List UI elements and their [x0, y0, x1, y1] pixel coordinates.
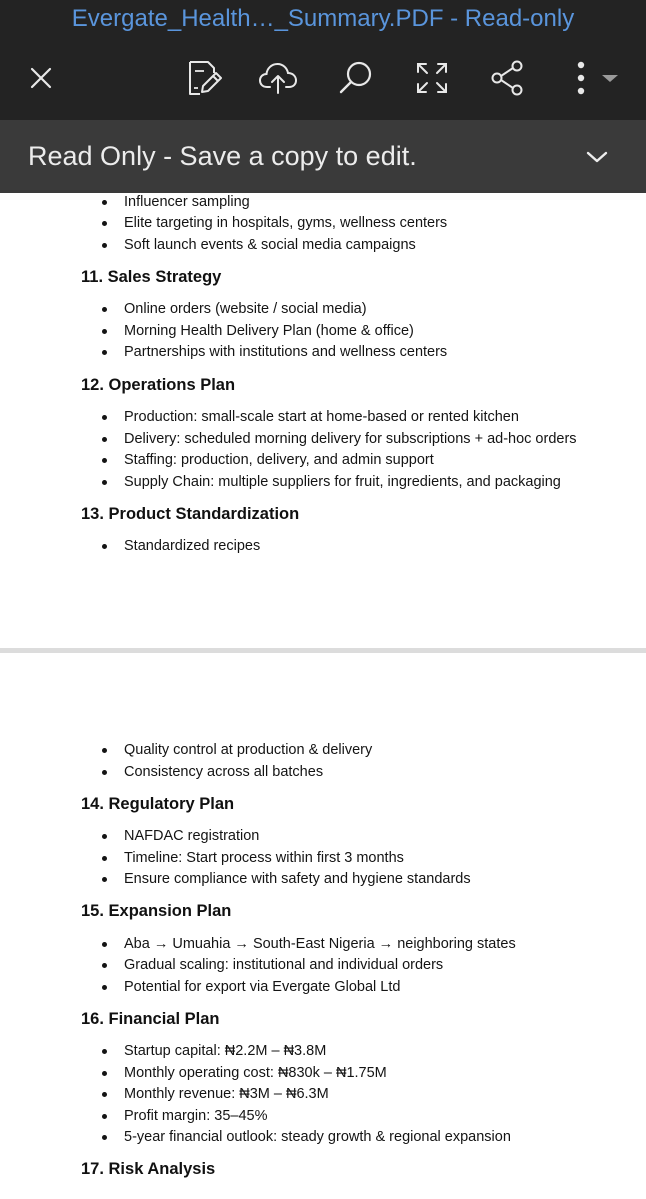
list-item: 5-year financial outlook: steady growth & regional expansion: [0, 1126, 646, 1148]
save-to-cloud-button[interactable]: [256, 56, 300, 100]
list-item: Online orders (website / social media): [0, 298, 646, 320]
search-icon: [338, 60, 374, 96]
list-item: Elite targeting in hospitals, gyms, wellness centers: [0, 212, 646, 234]
share-button[interactable]: [486, 56, 530, 100]
section-heading: 16. Financial Plan: [81, 1010, 220, 1028]
list-item: Production: small-scale start at home-based or rented kitchen: [0, 406, 646, 428]
section-heading: 12. Operations Plan: [81, 376, 236, 394]
section-heading: 15. Expansion Plan: [81, 902, 232, 920]
edit-button[interactable]: [182, 56, 226, 100]
edit-document-icon: [186, 59, 222, 97]
list-item: Supply Chain: multiple suppliers for fruit, ingredients, and packaging: [0, 471, 646, 493]
section-heading: 13. Product Standardization: [81, 505, 300, 523]
list-item: Standardized recipes: [0, 535, 646, 557]
list-item: Aba → Umuahia → South-East Nigeria → neighboring states: [0, 933, 646, 955]
list-item: Influencer sampling: [0, 191, 646, 213]
read-only-banner: [0, 120, 646, 193]
share-icon: [490, 60, 526, 96]
list-item: Consistency across all batches: [0, 761, 646, 783]
list-item: Startup capital: ₦2.2M – ₦3.8M: [0, 1040, 646, 1062]
more-options-icon: [574, 60, 588, 96]
cloud-upload-icon: [258, 61, 298, 95]
list-item: Potential for export via Evergate Global Ltd: [0, 976, 646, 998]
top-toolbar: [0, 0, 646, 120]
section-heading: 17. Risk Analysis: [81, 1160, 216, 1178]
chevron-down-icon: [585, 150, 609, 164]
list-item: Monthly revenue: ₦3M – ₦6.3M: [0, 1083, 646, 1105]
fullscreen-button[interactable]: [410, 56, 454, 100]
list-item: Partnerships with institutions and wellness centers: [0, 341, 646, 363]
list-item: Quality control at production & delivery: [0, 739, 646, 761]
list-item: Gradual scaling: institutional and individual orders: [0, 954, 646, 976]
section-heading: 11. Sales Strategy: [81, 268, 222, 286]
section-heading: 14. Regulatory Plan: [81, 795, 235, 813]
document-title: Evergate_Health…_Summary.PDF - Read-only: [71, 5, 575, 32]
list-item: Monthly operating cost: ₦830k – ₦1.75M: [0, 1062, 646, 1084]
list-item: Timeline: Start process within first 3 months: [0, 847, 646, 869]
list-item: Ensure compliance with safety and hygiene standards: [0, 868, 646, 890]
more-options-button[interactable]: [566, 56, 628, 100]
banner-message: Read Only - Save a copy to edit.: [28, 141, 417, 171]
page-separator: [0, 648, 646, 653]
list-item: Staffing: production, delivery, and admin support: [0, 449, 646, 471]
list-item: Delivery: scheduled morning delivery for subscriptions + ad-hoc orders: [0, 428, 646, 450]
list-item: Soft launch events & social media campaigns: [0, 234, 646, 256]
list-item: NAFDAC registration: [0, 825, 646, 847]
list-item: Morning Health Delivery Plan (home & office): [0, 320, 646, 342]
fullscreen-icon: [415, 61, 449, 95]
search-button[interactable]: [334, 56, 378, 100]
close-button[interactable]: [19, 56, 63, 100]
close-icon: [29, 66, 53, 90]
dropdown-arrow-icon: [600, 72, 620, 84]
banner-expand-button[interactable]: [578, 138, 616, 176]
list-item: Profit margin: 35–45%: [0, 1105, 646, 1127]
